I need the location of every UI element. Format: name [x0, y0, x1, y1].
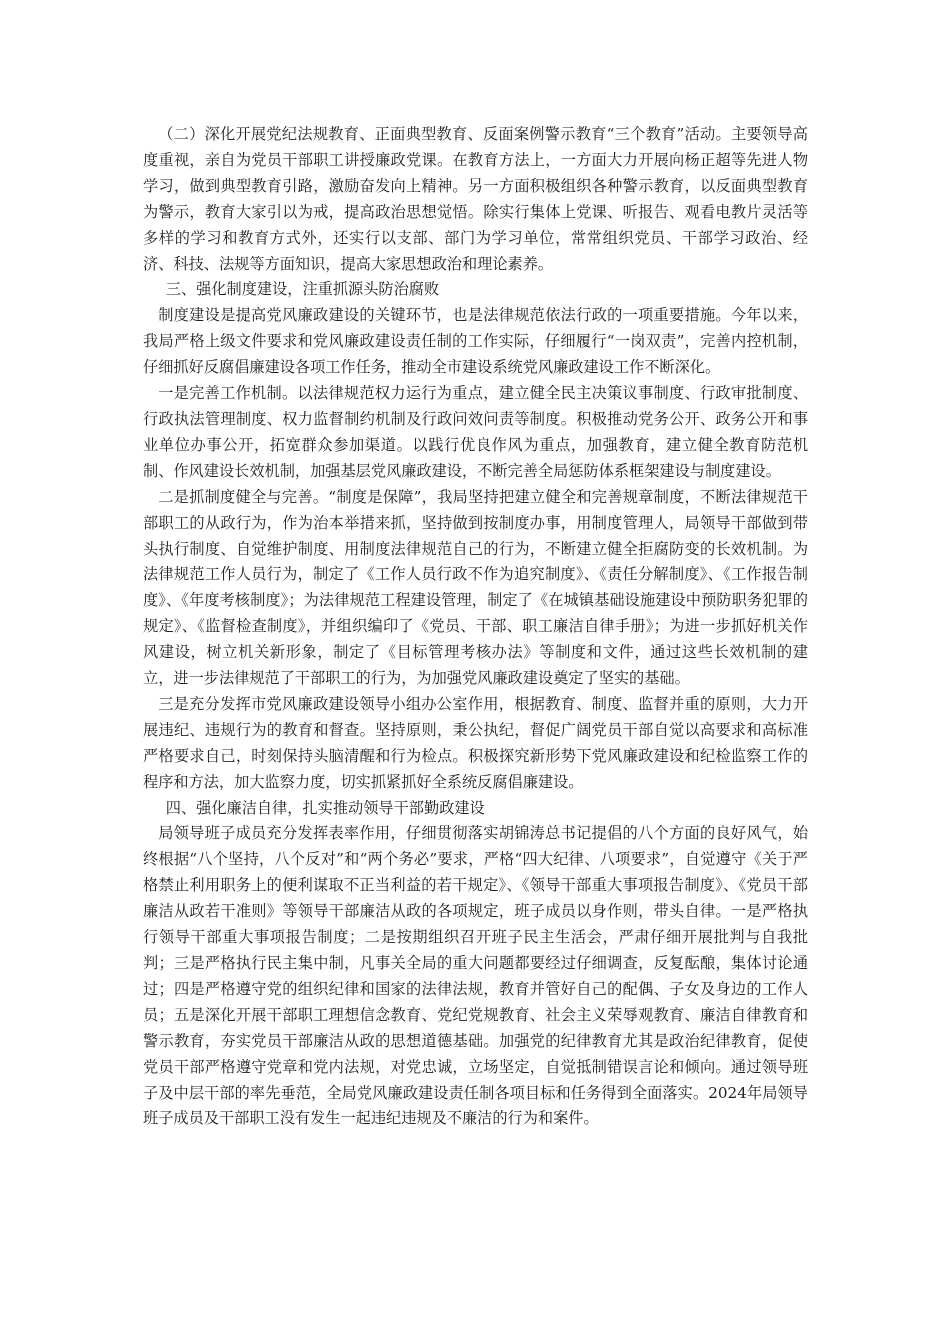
section-heading-four: 四、强化廉洁自律，扎实推动领导干部勤政建设: [165, 798, 485, 817]
paragraph-work-mechanism: 一是完善工作机制。以法律规范权力运行为重点，建立健全民主决策议事制度、行政审批制度、行政执法管理制度、权力监督制约机制及行政问效问责等制度。积极推动党务公开、政务公开和事业单位办事公开，拓宽群众参加渠道。以践行优良作风为重点，加强教育，建立健全教育防范机制、作风建设长效机制，加强基层党风廉政建设，不断完善全局惩防体系框架建设与制度建设。: [143, 384, 808, 480]
paragraph-three-educations: （二）深化开展党纪法规教育、正面典型教育、反面案例警示教育“三个教育”活动。主要领导高度重视，亲自为党员干部职工讲授廉政党课。在教育方法上，一方面大力开展向杨正超等先进人物学习，做到典型教育引路，激励奋发向上精神。另一方面积极组织各种警示教育，以反面典型教育为警示，教育大家引以为戒，提高政治思想觉悟。除实行集体上党课、听报告、观看电教片灵活等多样的学习和教育方式外，还实行以支部、部门为学习单位，常常组织党员、干部学习政治、经济、科技、法规等方面知识，提高大家思想政治和理论素养。: [143, 125, 808, 273]
paragraph-system-building: 制度建设是提高党风廉政建设的关键环节，也是法律规范依法行政的一项重要措施。今年以来，我局严格上级文件要求和党风廉政建设责任制的工作实际，仔细履行“一岗双责”，完善内控机制，仔细抓好反腐倡廉建设各项工作任务，推动全市建设系统党风廉政建设工作不断深化。: [143, 306, 808, 377]
document-body: [143, 122, 808, 1132]
section-heading-three: 三、强化制度建设，注重抓源头防治腐败: [165, 280, 440, 299]
paragraph-system-improvement: 二是抓制度健全与完善。“制度是保障”，我局坚持把建立健全和完善规章制度，不断法律规范干部职工的从政行为，作为治本举措来抓，坚持做到按制度办事，用制度管理人，局领导干部做到带头执行制度、自觉维护制度、用制度法律规范自己的行为，不断建立健全拒腐防变的长效机制。为法律规范工作人员行为，制定了《工作人员行政不作为追究制度》、《责任分解制度》、《工作报告制度》、《年度考核制度》；为法律规范工程建设管理，制定了《在城镇基础设施建设中预防职务犯罪的规定》、《监督检查制度》，并组织编印了《党员、干部、职工廉洁自律手册》；为进一步抓好机关作风建设，树立机关新形象，制定了《目标管理考核办法》等制度和文件，通过这些长效机制的建立，进一步法律规范了干部职工的行为，为加强党风廉政建设奠定了坚实的基础。: [143, 487, 808, 688]
paragraph-self-discipline: 局领导班子成员充分发挥表率作用，仔细贯彻落实胡锦涛总书记提倡的八个方面的良好风气，始终根据“八个坚持，八个反对”和“两个务必”要求，严格“四大纪律、八项要求”，自觉遵守《关于严格禁止利用职务上的便利谋取不正当利益的若干规定》、《领导干部重大事项报告制度》、《党员干部廉洁从政若干准则》等领导干部廉洁从政的各项规定，班子成员以身作则，带头自律。一是严格执行领导干部重大事项报告制度；二是按期组织召开班子民主生活会，严肃仔细开展批判与自我批判；三是严格执行民主集中制，凡事关全局的重大问题都要经过仔细调查，反复酝酿，集体讨论通过；四是严格遵守党的组织纪律和国家的法律法规，教育并管好自己的配偶、子女及身边的工作人员；五是深化开展干部职工理想信念教育、党纪党规教育、社会主义荣辱观教育、廉洁自律教育和警示教育，夯实党员干部廉洁从政的思想道德基础。加强党的纪律教育尤其是政治纪律教育，促使党员干部严格遵守党章和党内法规，对党忠诚，立场坚定，自觉抵制错误言论和倾向。通过领导班子及中层干部的率先垂范，全局党风廉政建设责任制各项目标和任务得到全面落实。2024年局领导班子成员及干部职工没有发生一起违纪违规及不廉洁的行为和案件。: [143, 824, 808, 1128]
paragraph-leading-group-office: 三是充分发挥市党风廉政建设领导小组办公室作用，根据教育、制度、监督并重的原则，大力开展违纪、违规行为的教育和督查。坚持原则，秉公执纪，督促广阔党员干部自觉以高要求和高标准严格要求自己，时刻保持头脑清醒和行为检点。积极探究新形势下党风廉政建设和纪检监察工作的程序和方法，加大监察力度，切实抓紧抓好全系统反腐倡廉建设。: [143, 694, 808, 791]
